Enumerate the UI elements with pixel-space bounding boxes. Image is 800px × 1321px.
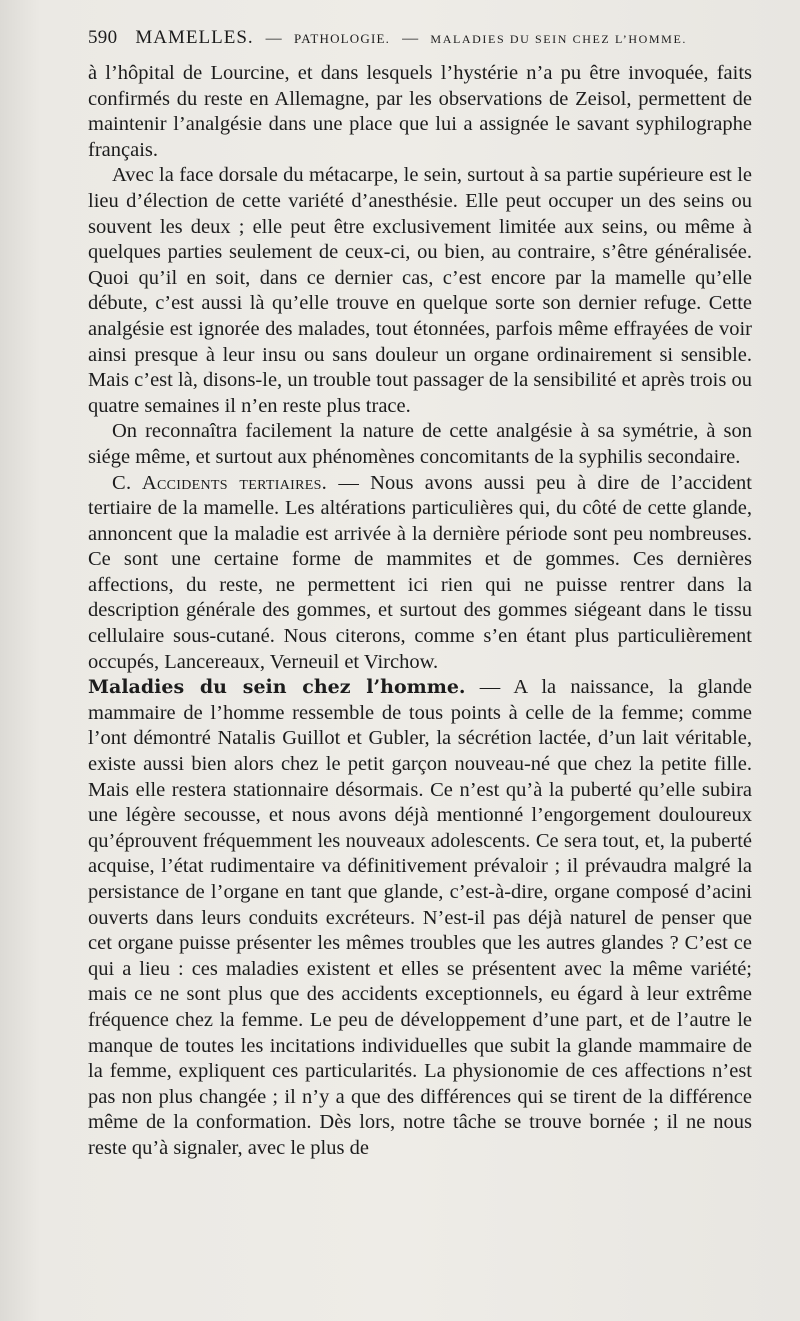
paragraph-male-breast — [88, 675, 752, 1161]
paragraph-analgesia-diagnosis: On reconnaîtra facilement la nature de cette analgésie à sa symétrie, à son siége même, et surtout aux phénomènes concomitants de la syphilis secondaire. — [88, 420, 752, 468]
section-heading-male-breast: Maladies du sein chez l’homme. — [88, 676, 466, 699]
running-head-dash: — — [402, 30, 419, 47]
running-head-title: MAMELLES. — [135, 27, 254, 48]
running-head-dash: — — [265, 30, 282, 47]
paragraph-continuation: à l’hôpital de Lourcine, et dans lesquels l’hystérie n’a pu être invoquée, faits confirmés du reste en Allemagne, par les observations de Zeisol, permettent de maintenir l’analgésie dans une place que lui a assignée le savant syphilographe français. — [88, 62, 752, 161]
paragraph-text: — A la naissance, la glande mammaire de l’homme ressemble de tous points à celle de la femme; comme l’ont démontré Natalis Guillot et Gubler, la sécrétion lactée, d’un lait véritable, existe aussi bien alors chez le petit garçon nouveau-né que chez la petite fille. Mais elle restera stationnaire désormais. Ce n’est qu’à la puberté qu’elle subira une légère secousse, et nous avons déjà mentionné l’engorgement douloureux qu’éprouvent fréquemment les nouveaux adolescents. Ce sera tout, et, la puberté acquise, l’état rudimentaire va définitivement prévaloir ; il prévaudra malgré la persistance de l’organe en tant que glande, c’est-à-dire, organe composé d’acini ouverts dans leurs conduits excréteurs. N’est-il pas déjà naturel de penser que cet organe puisse présenter les mêmes troubles que les autres glandes ? C’est ce qui a lieu : ces maladies existent et elles se présentent avec la même variété; mais ce ne sont plus que des accidents exceptionnels, eu égard à leur extrême fréquence chez la femme. Le peu de développement d’une part, et de l’autre le manque de toutes les incitations individuelles que subit la glande mammaire de la femme, expliquent ces particularités. La physionomie de ces affections n’est pas non plus changée ; il n’y a que des différences qui se tirent de la différence même de la conformation. Dès lors, notre tâche se trouve bornée ; il ne nous reste qu’à signaler, avec le plus de — [88, 676, 753, 1159]
section-heading-tertiary: C. Accidents tertiaires. — [112, 471, 328, 494]
paragraph-analgesia-location: Avec la face dorsale du métacarpe, le sein, surtout à sa partie supérieure est le lieu d’élection de cette variété d’anesthésie. Elle peut occuper un des seins ou souvent les deux ; elle peut être exclusivement limitée aux seins, ou même à quelques parties seulement de ceux-ci, ou bien, au contraire, s’être généralisée. Quoi qu’il en soit, dans ce dernier cas, c’est encore par la mamelle qu’elle débute, c’est aussi là qu’elle trouve en quelque sorte son dernier refuge. Cette analgésie est ignorée des malades, tout étonnées, parfois même effrayées de voir ainsi presque à leur insu ou sans douleur un organe ordinairement si sensible. Mais c’est là, disons-le, un trouble tout passager de la sensibilité et après trois ou quatre semaines il n’en reste plus trace. — [88, 164, 752, 417]
running-head-subsection: MALADIES DU SEIN CHEZ L’HOMME. — [430, 32, 687, 46]
paragraph-text: — Nous avons aussi peu à dire de l’accident tertiaire de la mamelle. Les altérations particulières qui, du côté de cette glande, annoncent que la maladie est arrivée à la dernière période sont peu nombreuses. Ce sont une certaine forme de mammites et de gommes. Ces dernières affections, du reste, ne permettent ici rien qui ne puisse rentrer dans la description générale des gommes, et surtout des gommes siégeant dans le tissu cellulaire sous-cutané. Nous citerons, comme s’en étant plus particulièrement occupés, Lancereaux, Verneuil et Virchow. — [88, 471, 752, 673]
body-text — [88, 61, 752, 1162]
page-number: 590 — [88, 27, 118, 48]
paragraph-tertiary-accidents — [88, 471, 752, 676]
running-head — [88, 27, 752, 61]
running-head-section: PATHOLOGIE. — [293, 31, 391, 46]
